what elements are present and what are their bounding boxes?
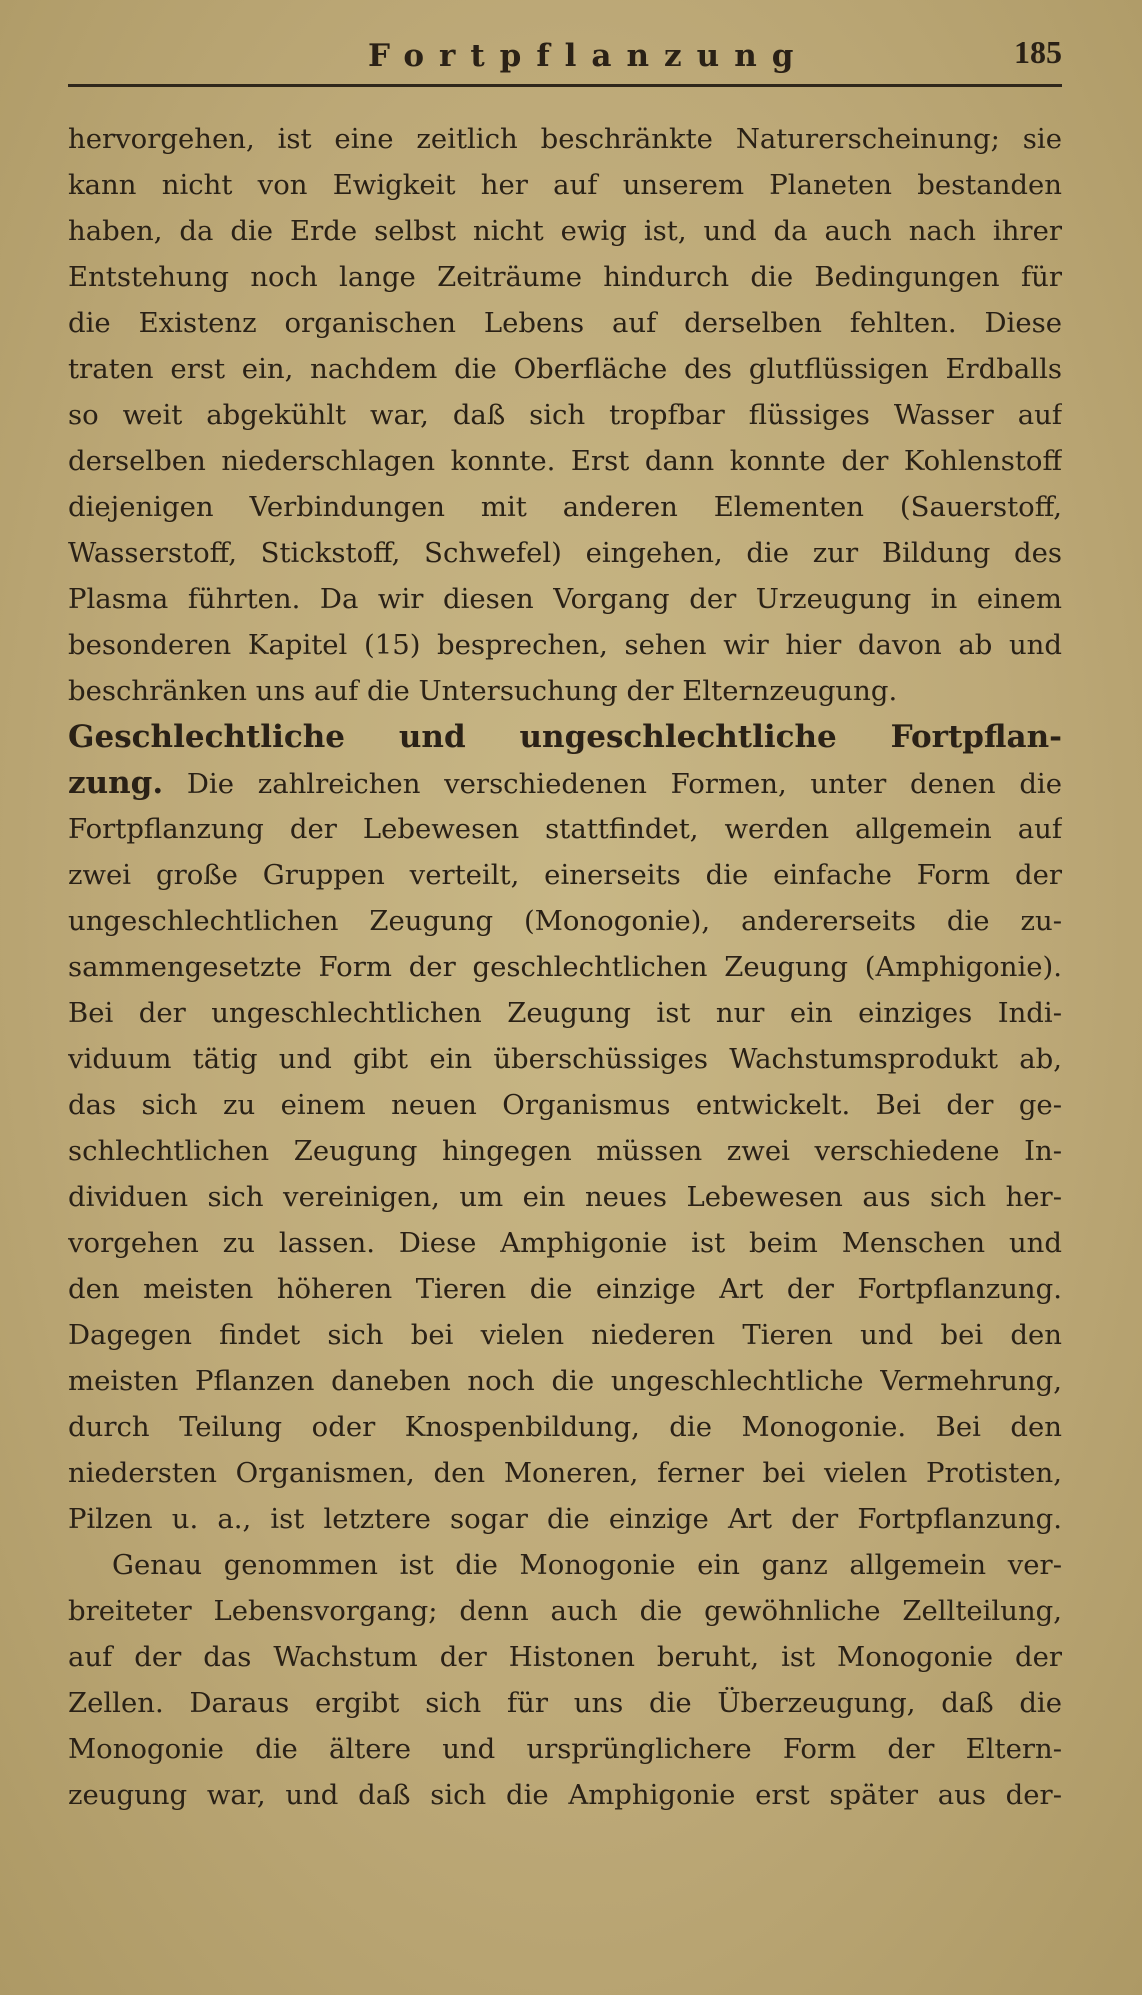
text-line: diejenigen Verbindungen mit anderen Elementen (Sauerstoff, [68,491,1062,523]
text-line: Entstehung noch lange Zeiträume hindurch die Bedingungen für [68,261,1062,293]
text-line: so weit abgekühlt war, daß sich tropfbar flüssiges Wasser auf [68,399,1062,431]
text-line: Plasma führten. Da wir diesen Vorgang der Urzeugung in einem [68,583,1062,615]
text-line: Pilzen u. a., ist letztere sogar die einzige Art der Fortpflanzung. [68,1503,1062,1535]
text-line: Monogonie die ältere und ursprünglichere Form der Eltern- [68,1733,1062,1765]
text-line: kann nicht von Ewigkeit her auf unserem Planeten bestanden [68,169,1062,201]
text-line: das sich zu einem neuen Organismus entwickelt. Bei der ge- [68,1089,1062,1121]
text-line [68,760,1062,806]
text-line: Bei der ungeschlechtlichen Zeugung ist nur ein einziges Indi- [68,997,1062,1029]
text-line: schlechtlichen Zeugung hingegen müssen zwei verschiedene In- [68,1135,1062,1167]
text-line: derselben niederschlagen konnte. Erst dann konnte der Kohlenstoff [68,445,1062,477]
text-line: beschränken uns auf die Untersuchung der Elternzeugung. [68,675,898,707]
text-line: meisten Pflanzen daneben noch die ungeschlechtliche Vermehrung, [68,1365,1062,1397]
text-line: traten erst ein, nachdem die Oberfläche des glutflüssigen Erdballs [68,353,1062,385]
text-line: vorgehen zu lassen. Diese Amphigonie ist beim Menschen und [68,1227,1062,1259]
text-line: durch Teilung oder Knospenbildung, die Monogonie. Bei den [68,1411,1062,1443]
page-number: 185 [1014,34,1062,70]
text-span: Die zahlreichen verschiedenen Formen, unter denen die [186,768,1062,800]
text-line: Fortpflanzung der Lebewesen stattfindet, werden allgemein auf [68,813,1062,845]
text-line: zwei große Gruppen verteilt, einerseits die einfache Form der [68,859,1062,891]
text-line: sammengesetzte Form der geschlechtlichen Zeugung (Amphigonie). [68,951,1062,983]
text-line: besonderen Kapitel (15) besprechen, sehen wir hier davon ab und [68,629,1062,661]
text-line: Wasserstoff, Stickstoff, Schwefel) eingehen, die zur Bildung des [68,537,1062,569]
text-line: breiteter Lebensvorgang; denn auch die gewöhnliche Zellteilung, [68,1595,1062,1627]
text-line: Genau genommen ist die Monogonie ein ganz allgemein ver- [112,1549,1062,1581]
body-text [68,116,1062,1818]
text-line: Dagegen findet sich bei vielen niederen Tieren und bei den [68,1319,1062,1351]
text-line: ungeschlechtlichen Zeugung (Monogonie), andererseits die zu- [68,905,1062,937]
text-line: Zellen. Daraus ergibt sich für uns die Überzeugung, daß die [68,1687,1062,1719]
running-title: Fortpflanzung [368,38,809,74]
section-heading-end: zung. [68,765,164,801]
text-line: dividuen sich vereinigen, um ein neues Lebewesen aus sich her- [68,1181,1062,1213]
section-heading-line [68,714,1062,760]
text-line: auf der das Wachstum der Histonen beruht, ist Monogonie der [68,1641,1062,1673]
text-line: hervorgehen, ist eine zeitlich beschränkte Naturerscheinung; sie [68,123,1062,155]
text-line: den meisten höheren Tieren die einzige Art der Fortpflanzung. [68,1273,1062,1305]
text-line: zeugung war, und daß sich die Amphigonie erst später aus der- [68,1779,1062,1811]
text-line: die Existenz organischen Lebens auf derselben fehlten. Diese [68,307,1062,339]
section-heading: Geschlechtliche und ungeschlechtliche Fortpflan- [68,719,1062,755]
text-line: haben, da die Erde selbst nicht ewig ist, und da auch nach ihrer [68,215,1062,247]
text-line: viduum tätig und gibt ein überschüssiges Wachstumsprodukt ab, [68,1043,1062,1075]
text-line: niedersten Organismen, den Moneren, ferner bei vielen Protisten, [68,1457,1062,1489]
running-head [68,32,1062,87]
